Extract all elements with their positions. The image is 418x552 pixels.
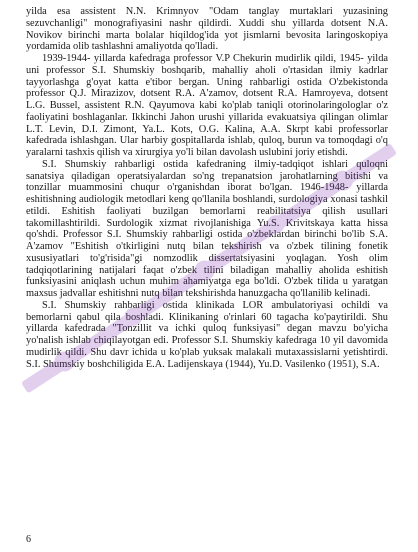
body-text xyxy=(26,6,388,370)
page-number: 6 xyxy=(26,534,31,545)
paragraph-4: S.I. Shumskiy rahbarligi ostida klinikada LOR ambulatoriyasi ochildi va bemorlarni qabul qila boshladi. Klinikaning o'rinlari 60 tagacha ko'paytirildi. Shu yillarda kafedrada "Tonzillit va ichki quloq funksiyasi" degan mavzu bo'yicha yo'nalish ishlab chiqilayotgan edi. Professor S.I. Shumskiy kafedraga 10 yil davomida mudirlik qildi. Shu davr ichida u ko'plab yuksak malakali mutaxassislarni yetishtirdi. S.I. Shumskiy boshchiligida E.A. Ladijenskaya (1944), Yu.D. Vasilenko (1951), S.A. xyxy=(26,299,388,370)
paragraph-1: yilda esa assistent N.N. Krimnyov "Odam tanglay murtaklari yuzasining sezuvchanligi" monografiyasini nashr qildirdi. Xuddi shu yillarda dotsent N.A. Novikov birinchi marta bolalar hiqildog'ida yot jismlarni bevosita laringoskopiya yordamida olib tashlashni amaliyotda qo'lladi. xyxy=(26,6,388,53)
paragraph-3: S.I. Shumskiy rahbarligi ostida kafedraning ilmiy-tadqiqot ishlari quloqni sanatsiya qiladigan operatsiyalardan so'ng trepanatsion jarohatlarning bitishi va tonzillar muammosini chuqur o'rganishdan iborat bo'lgan. 1946-1948- yillarda eshitishning audiologik metodlari keng qo'llanila boshlandi, surdologiya xonasi tashkil etildi. Eshitish faoliyati buzilgan bemorlarni reabilitatsiya qilish usullari takomillashtirildi. Surdologik xizmat rivojlanishiga Yu.S. Krivitskaya katta hissa qo'shdi. Professor S.I. Shumskiy rahbarligi ostida o'zbeklardan birinchi bo'lib S.A. A'zamov "Eshitish o'tkirligini nutq bilan tekshirish va o'zbek tilining fonetik xususiyatlari to'g'risida"gi nomzodlik dissertatsiyasini yoqlagan. Yosh olim tadqiqotlarining natijalari faqat o'zbek tilini biladigan mahalliy aholida eshitish funksiyasini aniqlash uchun muhim ahamiyatga ega bo'ldi. O'zbek tilida u yaratgan maxsus jadvallar eshitishni nutq bilan tekshirishda hanuzgacha qo'llanilib kelinadi. xyxy=(26,158,388,299)
paragraph-2: 1939-1944- yillarda kafedraga professor V.P Chekurin mudirlik qildi, 1945- yilda uni professor S.I. Shumskiy boshqarib, mahalliy aholi o'rtasidan ilmiy kadrlar tayyorlashga g'oyat katta e'tibor bergan. Uning rahbarligi ostida O'zbekistonda professor Q.J. Mirazizov, dotsent R.A. A'zamov, dotsent R.A. Hamroyeva, dotsent L.G. Bussel, assistent R.N. Qayumova kabi ko'plab taniqli otorinolaringologlar o'z faoliyatini boshlaganlar. Ikkinchi Jahon urushi yillarida evakuatsiya qilingan olimlar L.T. Levin, D.I. Zimont, Ya.L. Kots, O.G. Kalina, A.A. Skrpt kabi professorlar kafedrada ishlashgan. Ular harbiy gospitallarda ishlab, quloq, burun va tomoqdagi o'q yaralarni tashxis qilish va xirurgiya yo'li bilan davolash uslubini joriy etishdi. xyxy=(26,53,388,158)
